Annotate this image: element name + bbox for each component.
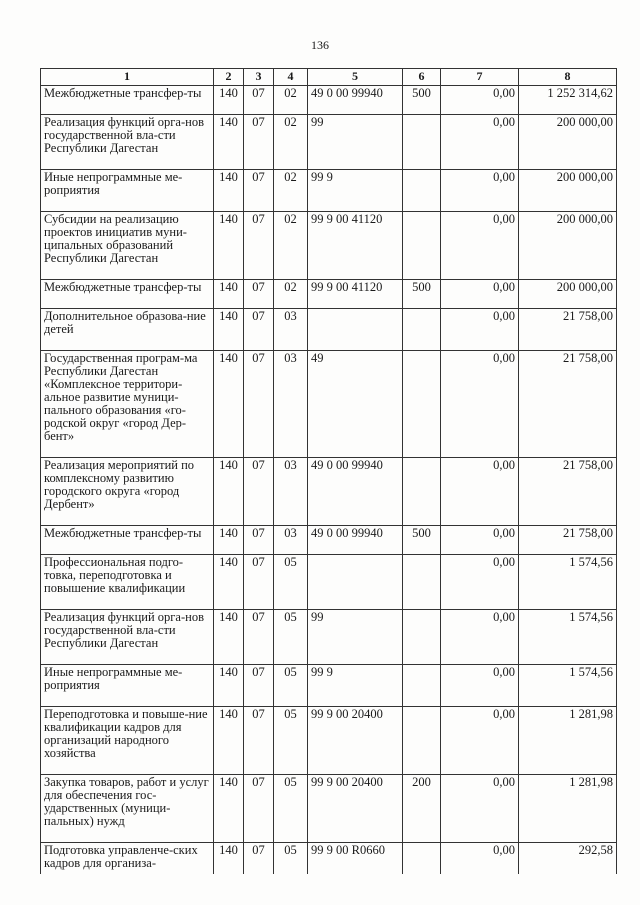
row-code-cell: 140 <box>214 555 244 610</box>
table-row <box>41 707 617 775</box>
row-section-cell: 07 <box>244 555 274 610</box>
row-amount-cell: 0,00 <box>441 280 519 309</box>
row-code-cell: 140 <box>214 212 244 280</box>
row-target-article-cell: 99 9 00 41120 <box>308 280 403 309</box>
table-row <box>41 555 617 610</box>
row-total-cell: 292,58 <box>519 843 617 875</box>
row-expense-type-cell: 500 <box>403 280 441 309</box>
row-code-cell: 140 <box>214 86 244 115</box>
row-total-cell: 21 758,00 <box>519 351 617 458</box>
row-subsection-cell: 03 <box>274 526 308 555</box>
row-code-cell: 140 <box>214 843 244 875</box>
row-total-cell: 1 281,98 <box>519 775 617 843</box>
row-section-cell: 07 <box>244 212 274 280</box>
column-header: 1 <box>41 69 214 86</box>
row-subsection-cell: 05 <box>274 775 308 843</box>
row-total-cell: 21 758,00 <box>519 526 617 555</box>
table-row <box>41 115 617 170</box>
row-section-cell: 07 <box>244 309 274 351</box>
table-header-row <box>41 69 617 86</box>
row-target-article-cell: 99 9 00 20400 <box>308 775 403 843</box>
row-subsection-cell: 03 <box>274 458 308 526</box>
row-code-cell: 140 <box>214 170 244 212</box>
row-amount-cell: 0,00 <box>441 843 519 875</box>
row-amount-cell: 0,00 <box>441 309 519 351</box>
row-subsection-cell: 02 <box>274 115 308 170</box>
row-target-article-cell: 99 9 00 41120 <box>308 212 403 280</box>
row-name-cell: Иные непрограммные ме-роприятия <box>41 170 214 212</box>
row-name-cell: Межбюджетные трансфер-ты <box>41 280 214 309</box>
row-name-cell: Реализация функций орга-нов государственной вла-сти Республики Дагестан <box>41 610 214 665</box>
column-header: 5 <box>308 69 403 86</box>
table-row <box>41 280 617 309</box>
row-section-cell: 07 <box>244 707 274 775</box>
row-target-article-cell: 99 9 00 20400 <box>308 707 403 775</box>
row-amount-cell: 0,00 <box>441 115 519 170</box>
row-expense-type-cell <box>403 351 441 458</box>
row-total-cell: 200 000,00 <box>519 115 617 170</box>
page-number: 136 <box>311 38 329 52</box>
row-name-cell: Государственная програм-ма Республики Дагестан «Комплексное территори-альное развитие муници-пального образования «го-родской округ «город Дер-бент» <box>41 351 214 458</box>
table-body <box>41 86 617 875</box>
row-name-cell: Подготовка управленче-ских кадров для организа- <box>41 843 214 875</box>
row-total-cell: 1 281,98 <box>519 707 617 775</box>
row-expense-type-cell <box>403 458 441 526</box>
row-code-cell: 140 <box>214 665 244 707</box>
row-name-cell: Профессиональная подго-товка, переподготовка и повышение квалификации <box>41 555 214 610</box>
row-code-cell: 140 <box>214 309 244 351</box>
column-header: 4 <box>274 69 308 86</box>
table-row <box>41 665 617 707</box>
column-header: 8 <box>519 69 617 86</box>
row-amount-cell: 0,00 <box>441 351 519 458</box>
table-row <box>41 843 617 875</box>
row-expense-type-cell: 200 <box>403 775 441 843</box>
table-row <box>41 309 617 351</box>
row-target-article-cell: 49 <box>308 351 403 458</box>
row-subsection-cell: 05 <box>274 665 308 707</box>
row-name-cell: Дополнительное образова-ние детей <box>41 309 214 351</box>
row-total-cell: 21 758,00 <box>519 309 617 351</box>
table-row <box>41 458 617 526</box>
column-header: 3 <box>244 69 274 86</box>
row-name-cell: Межбюджетные трансфер-ты <box>41 86 214 115</box>
row-code-cell: 140 <box>214 526 244 555</box>
row-total-cell: 1 574,56 <box>519 610 617 665</box>
budget-table <box>40 68 617 874</box>
budget-table-container <box>40 68 616 874</box>
row-section-cell: 07 <box>244 280 274 309</box>
row-target-article-cell: 49 0 00 99940 <box>308 526 403 555</box>
row-expense-type-cell <box>403 707 441 775</box>
table-row <box>41 526 617 555</box>
row-total-cell: 1 574,56 <box>519 665 617 707</box>
row-amount-cell: 0,00 <box>441 775 519 843</box>
row-section-cell: 07 <box>244 775 274 843</box>
row-target-article-cell <box>308 555 403 610</box>
row-section-cell: 07 <box>244 458 274 526</box>
row-amount-cell: 0,00 <box>441 707 519 775</box>
row-subsection-cell: 05 <box>274 707 308 775</box>
row-name-cell: Субсидии на реализацию проектов инициатив муни-ципальных образований Республики Дагестан <box>41 212 214 280</box>
row-total-cell: 21 758,00 <box>519 458 617 526</box>
row-code-cell: 140 <box>214 775 244 843</box>
row-amount-cell: 0,00 <box>441 86 519 115</box>
table-row <box>41 212 617 280</box>
row-amount-cell: 0,00 <box>441 610 519 665</box>
row-subsection-cell: 05 <box>274 610 308 665</box>
row-section-cell: 07 <box>244 86 274 115</box>
row-subsection-cell: 05 <box>274 555 308 610</box>
row-expense-type-cell <box>403 170 441 212</box>
row-subsection-cell: 02 <box>274 170 308 212</box>
row-name-cell: Реализация функций орга-нов государственной вла-сти Республики Дагестан <box>41 115 214 170</box>
row-total-cell: 1 574,56 <box>519 555 617 610</box>
row-section-cell: 07 <box>244 610 274 665</box>
row-subsection-cell: 02 <box>274 86 308 115</box>
row-code-cell: 140 <box>214 115 244 170</box>
row-amount-cell: 0,00 <box>441 526 519 555</box>
column-header: 2 <box>214 69 244 86</box>
row-expense-type-cell: 500 <box>403 86 441 115</box>
row-subsection-cell: 03 <box>274 309 308 351</box>
row-subsection-cell: 03 <box>274 351 308 458</box>
row-target-article-cell: 99 <box>308 115 403 170</box>
row-amount-cell: 0,00 <box>441 665 519 707</box>
row-name-cell: Межбюджетные трансфер-ты <box>41 526 214 555</box>
row-section-cell: 07 <box>244 170 274 212</box>
row-subsection-cell: 05 <box>274 843 308 875</box>
table-row <box>41 351 617 458</box>
row-target-article-cell: 49 0 00 99940 <box>308 458 403 526</box>
row-expense-type-cell <box>403 115 441 170</box>
row-code-cell: 140 <box>214 458 244 526</box>
row-section-cell: 07 <box>244 351 274 458</box>
row-target-article-cell: 99 9 <box>308 665 403 707</box>
row-target-article-cell: 99 <box>308 610 403 665</box>
row-section-cell: 07 <box>244 526 274 555</box>
row-subsection-cell: 02 <box>274 280 308 309</box>
column-header: 7 <box>441 69 519 86</box>
row-amount-cell: 0,00 <box>441 212 519 280</box>
row-expense-type-cell <box>403 212 441 280</box>
row-total-cell: 200 000,00 <box>519 170 617 212</box>
table-row <box>41 775 617 843</box>
row-subsection-cell: 02 <box>274 212 308 280</box>
row-expense-type-cell <box>403 610 441 665</box>
row-target-article-cell: 49 0 00 99940 <box>308 86 403 115</box>
row-code-cell: 140 <box>214 707 244 775</box>
row-code-cell: 140 <box>214 610 244 665</box>
row-amount-cell: 0,00 <box>441 555 519 610</box>
row-code-cell: 140 <box>214 351 244 458</box>
row-amount-cell: 0,00 <box>441 170 519 212</box>
row-name-cell: Реализация мероприятий по комплексному развитию городского округа «город Дербент» <box>41 458 214 526</box>
row-amount-cell: 0,00 <box>441 458 519 526</box>
table-row <box>41 86 617 115</box>
row-name-cell: Переподготовка и повыше-ние квалификации кадров для организаций народного хозяйства <box>41 707 214 775</box>
row-name-cell: Иные непрограммные ме-роприятия <box>41 665 214 707</box>
row-section-cell: 07 <box>244 115 274 170</box>
row-expense-type-cell <box>403 309 441 351</box>
row-name-cell: Закупка товаров, работ и услуг для обеспечения гос-ударственных (муници-пальных) нужд <box>41 775 214 843</box>
column-header: 6 <box>403 69 441 86</box>
row-target-article-cell: 99 9 00 R0660 <box>308 843 403 875</box>
row-expense-type-cell <box>403 555 441 610</box>
row-total-cell: 200 000,00 <box>519 280 617 309</box>
row-target-article-cell <box>308 309 403 351</box>
row-expense-type-cell: 500 <box>403 526 441 555</box>
row-section-cell: 07 <box>244 843 274 875</box>
row-total-cell: 1 252 314,62 <box>519 86 617 115</box>
table-row <box>41 170 617 212</box>
row-section-cell: 07 <box>244 665 274 707</box>
row-target-article-cell: 99 9 <box>308 170 403 212</box>
row-expense-type-cell <box>403 843 441 875</box>
table-row <box>41 610 617 665</box>
row-code-cell: 140 <box>214 280 244 309</box>
row-expense-type-cell <box>403 665 441 707</box>
row-total-cell: 200 000,00 <box>519 212 617 280</box>
